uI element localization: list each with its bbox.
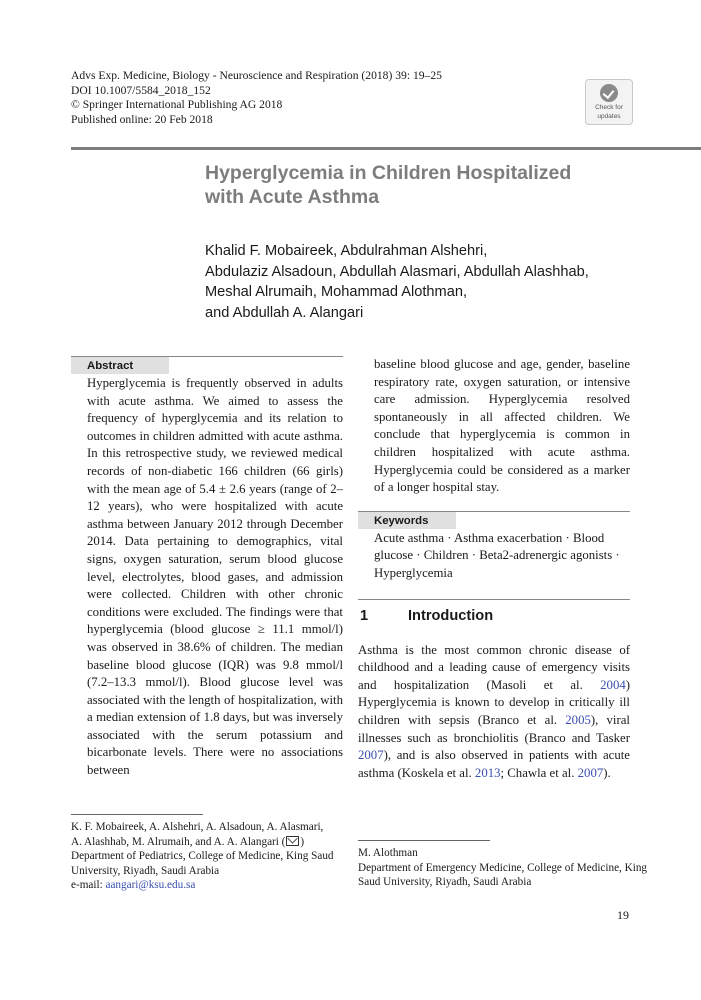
- citation-link[interactable]: 2013: [474, 765, 501, 780]
- authors-line-3: Meshal Alrumaih, Mohammad Alothman,: [205, 284, 467, 301]
- email-link[interactable]: aangari@ksu.edu.sa: [105, 879, 196, 891]
- footnote-rule: [358, 840, 490, 841]
- fn-left-line-2: [71, 835, 351, 850]
- abstract-heading: [71, 356, 343, 375]
- left-column: [71, 356, 343, 780]
- intro-text-4: ), and is also observed in patients with acute asthma (Koskela et al.: [358, 748, 630, 780]
- fn-right-affiliation: Department of Emergency Medicine, College of Medicine, King Saud University, Riyadh, Saudi Arabia: [358, 861, 648, 888]
- keywords-label: Keywords: [374, 514, 429, 527]
- fn-left-line-2-end: ): [300, 835, 305, 848]
- abstract-label: Abstract: [87, 360, 134, 372]
- section-number: 1: [360, 607, 369, 624]
- introduction-heading: [358, 608, 630, 630]
- email-label: e-mail:: [71, 879, 106, 891]
- intro-text-2: ) Hyperglycemia is known to develop in critically ill children with sepsis (Branco et al.: [358, 677, 630, 727]
- fn-left-email-line: [71, 878, 351, 893]
- citation-link[interactable]: 2007: [358, 748, 384, 763]
- badge-text-2: updates: [597, 113, 621, 120]
- citation-link[interactable]: 2005: [565, 712, 591, 727]
- citation-link[interactable]: 2004: [600, 677, 626, 692]
- introduction-paragraph: [358, 642, 630, 783]
- check-for-updates-badge[interactable]: [585, 79, 633, 125]
- abstract-text-right: baseline blood glucose and age, gender, baseline respiratory rate, oxygen saturation, or intensive care admission. Hyperglycemia resolved spontaneously in all affected children. We conclude that hyperglycemia is common in children hospitalized with acute asthma. Hyperglycemia could be considered as a marker of a longer hospital stay.: [374, 357, 630, 495]
- introduction-divider: [358, 599, 630, 600]
- fn-left-line-2-text: A. Alashhab, M. Alrumaih, and A. A. Alangari (: [71, 835, 286, 848]
- citation-link[interactable]: 2007: [577, 765, 604, 780]
- keywords-text: Acute asthma · Asthma exacerbation · Blood glucose · Children · Beta2-adrenergic agonists · Hyperglycemia: [374, 530, 620, 580]
- article-metadata: [71, 69, 442, 127]
- badge-text-1: Check for: [595, 104, 623, 111]
- journal-line: Advs Exp. Medicine, Biology - Neuroscience and Respiration (2018) 39: 19–25: [71, 69, 442, 82]
- keywords-heading: [358, 511, 630, 530]
- authors-line-1: Khalid F. Mobaireek, Abdulrahman Alshehri,: [205, 243, 488, 259]
- fn-left-line-1: K. F. Mobaireek, A. Alshehri, A. Alsadoun, A. Alasmari,: [71, 821, 324, 833]
- copyright-line: © Springer International Publishing AG 2018: [71, 98, 283, 111]
- envelope-icon[interactable]: [286, 836, 299, 846]
- fn-left-affiliation: Department of Pediatrics, College of Medicine, King Saud University, Riyadh, Saudi Arabia: [71, 850, 334, 877]
- authors-line-2: Abdulaziz Alsadoun, Abdullah Alasmari, Abdullah Alashhab,: [205, 263, 589, 280]
- article-title: [205, 161, 645, 209]
- abstract-text-left: Hyperglycemia is frequently observed in adults with acute asthma. We aimed to assess the frequency of hyperglycemia and its relation to outcomes in children admitted with acute asthma. In this retrospective study, we reviewed medical records of non-diabetic 166 children (66 girls) with the mean age of 5.4 ± 2.6 years (range of 2–12 years), who were hospitalized with acute asthma between January 2012 through December 2014. Data pertaining to demographics, vital signs, oxygen saturation, serum blood glucose level, electrolytes, blood gases, and admission were collected. Children with other chronic conditions were excluded. The findings were that hyperglycemia (blood glucose ≥ 11.1 mmol/l) was observed in 38.6% of children. The median baseline blood glucose (IQR) was 9.8 mmol/l (7.2–13.3 mmol/l). Blood glucose level was associated with the length of hospitalization, with a median extension of 1.8 days, but was inversely associated with the serum potassium and bicarbonate levels. There were no associations between: [87, 376, 343, 778]
- page-number: 19: [617, 908, 629, 922]
- footnote-rule: [71, 814, 203, 815]
- authors-line-4: and Abdullah A. Alangari: [205, 304, 364, 321]
- author-list: [205, 241, 665, 323]
- published-line: Published online: 20 Feb 2018: [71, 112, 213, 126]
- header-divider: [71, 147, 701, 150]
- title-line-2: with Acute Asthma: [205, 186, 380, 208]
- intro-text-3: ), viral illnesses such as bronchiolitis (Branco and Tasker: [358, 712, 630, 745]
- fn-right-name: M. Alothman: [358, 847, 418, 859]
- section-title: Introduction: [408, 607, 494, 624]
- right-column: [358, 356, 630, 782]
- intro-text-5: ; Chawla et al.: [500, 765, 578, 780]
- check-mark-icon: [600, 84, 618, 102]
- intro-text-1: Asthma is the most common chronic disease of childhood and a leading cause of emergency visits and hospitalization (Masoli et al.: [358, 642, 630, 692]
- intro-text-6: ).: [603, 765, 611, 780]
- doi-line: DOI 10.1007/5584_2018_152: [71, 83, 211, 97]
- footnote-left: [71, 814, 351, 893]
- footnote-right: [358, 840, 648, 890]
- title-line-1: Hyperglycemia in Children Hospitalized: [205, 162, 572, 184]
